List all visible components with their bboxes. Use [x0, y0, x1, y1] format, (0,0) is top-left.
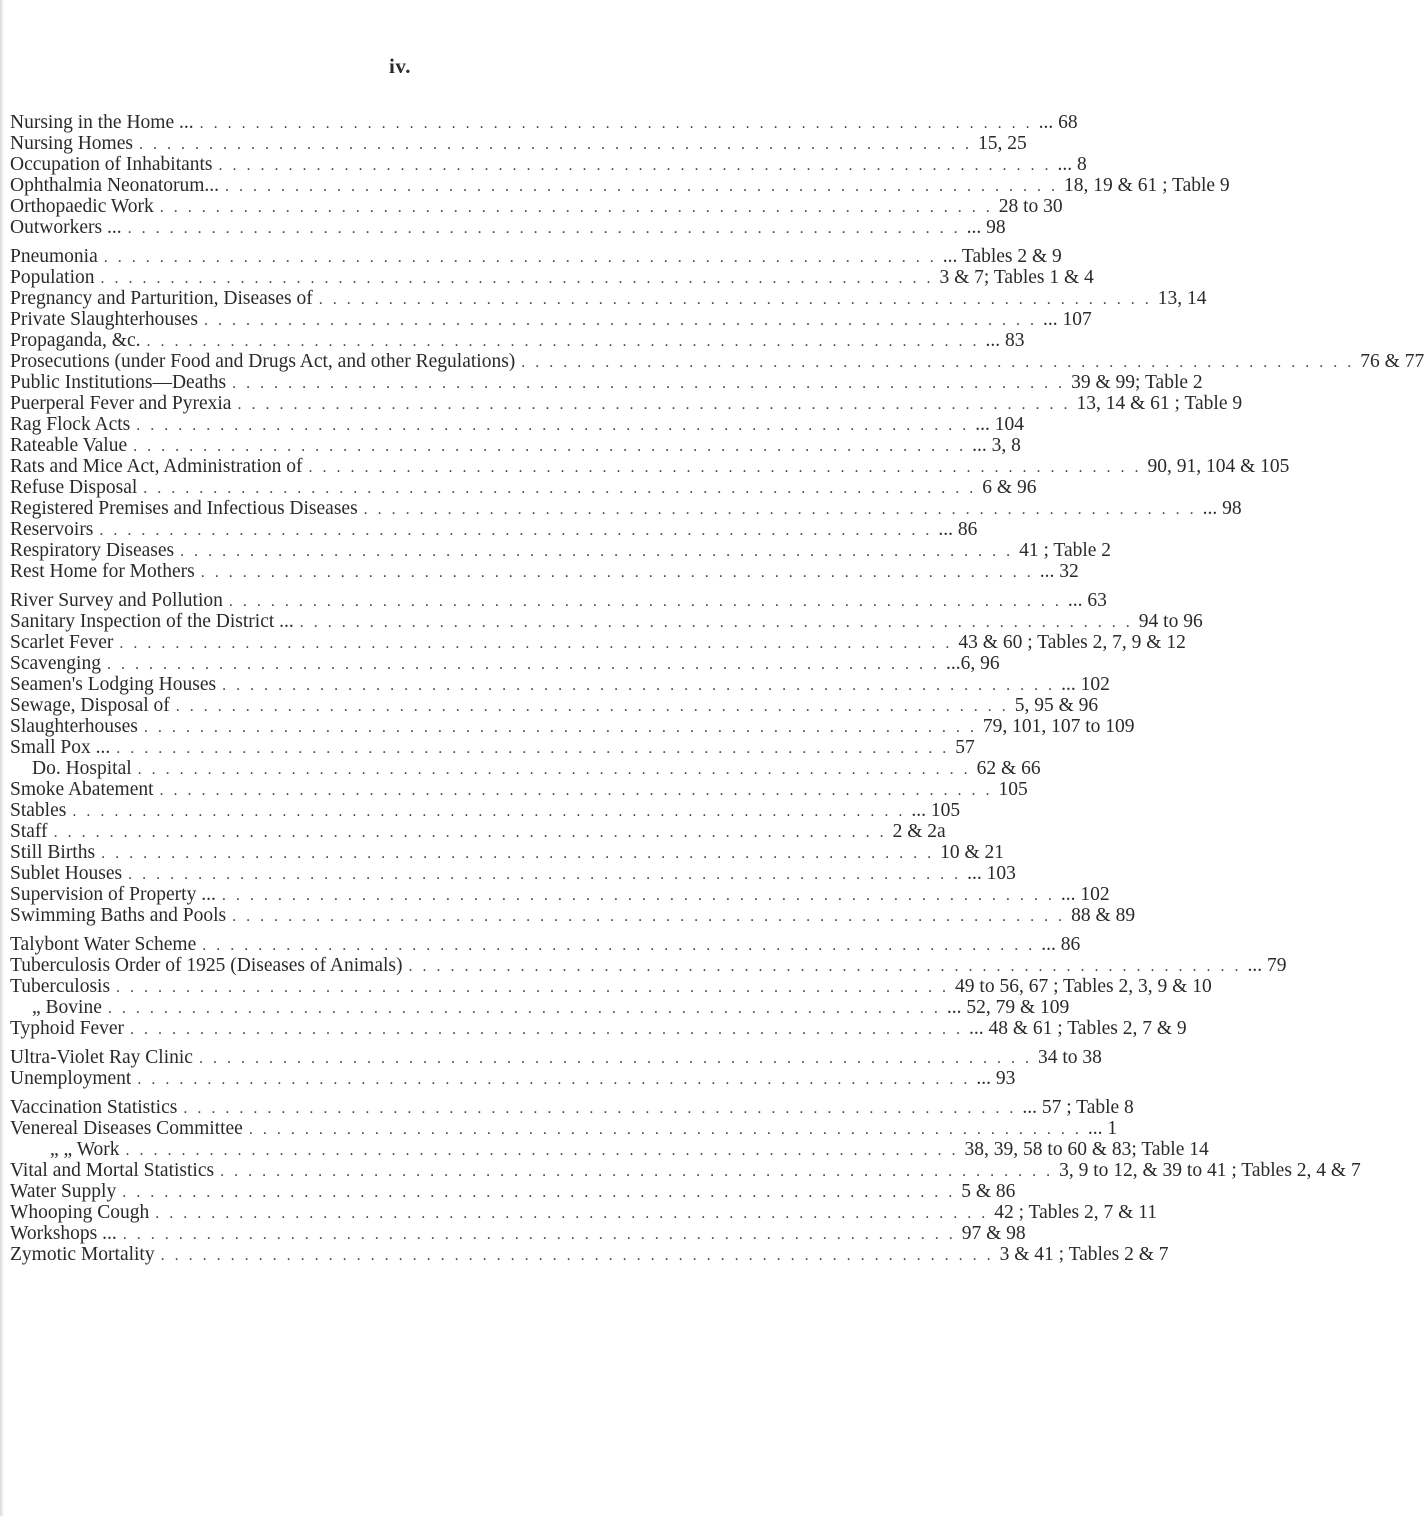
dot-leader: . . . . . . . . . . . . . . . . . . . . . . . . . . . . . . . . . . . . . . . . . . . . . . . . . . . . . . . . . . . .: [125, 1142, 959, 1159]
index-term: Smoke Abatement: [10, 779, 154, 800]
index-page-ref: ... 93: [976, 1068, 1016, 1089]
index-page-ref: 2 & 2a: [892, 821, 946, 842]
index-page-ref: 3 & 41 ; Tables 2 & 7: [999, 1244, 1169, 1265]
index-entry: [10, 196, 1063, 217]
index-page-ref: 3, 9 to 12, & 39 to 41 ; Tables 2, 4 & 7: [1059, 1160, 1361, 1181]
index-page-ref: 94 to 96: [1138, 611, 1203, 632]
index-entry: [10, 1181, 1016, 1202]
page-number: iv.: [389, 54, 411, 78]
index-entry: [10, 1139, 1209, 1160]
index-page-ref: 39 & 99; Table 2: [1071, 372, 1203, 393]
index-entry: [10, 133, 1027, 154]
index-page-ref: 38, 39, 58 to 60 & 83; Table 14: [964, 1139, 1209, 1160]
index-page-ref: ... 48 & 61 ; Tables 2, 7 & 9: [969, 1018, 1187, 1039]
index-entry: [10, 540, 1112, 561]
index-page-ref: ... 86: [1041, 934, 1081, 955]
dot-leader: . . . . . . . . . . . . . . . . . . . . . . . . . . . . . . . . . . . . . . . . . . . . . . . . . . . . . . . . . . . .: [99, 522, 933, 539]
index-term: Do. Hospital: [32, 758, 132, 779]
index-list: [10, 112, 1424, 1265]
index-entry: [10, 884, 1110, 905]
dot-leader: . . . . . . . . . . . . . . . . . . . . . . . . . . . . . . . . . . . . . . . . . . . . . . . . . . . . . . . . . . . .: [248, 1121, 1082, 1138]
index-page-ref: 105: [998, 779, 1028, 800]
index-term: Respiratory Diseases: [10, 540, 175, 561]
index-entry: [10, 674, 1110, 695]
index-page-ref: 76 & 77: [1360, 351, 1424, 372]
index-entry: [10, 330, 1025, 351]
index-entry: [10, 737, 975, 758]
index-page-ref: ... 102: [1060, 884, 1110, 905]
index-page-ref: 42 ; Tables 2, 7 & 11: [994, 1202, 1157, 1223]
index-entry: [10, 309, 1092, 330]
index-page-ref: 3 & 7; Tables 1 & 4: [939, 267, 1094, 288]
index-term: Supervision of Property ...: [10, 884, 216, 905]
index-entry: [10, 1202, 1157, 1223]
index-page-ref: 34 to 38: [1037, 1047, 1102, 1068]
index-page-ref: ... 107: [1042, 309, 1092, 330]
index-entry: [10, 632, 1186, 653]
dot-leader: . . . . . . . . . . . . . . . . . . . . . . . . . . . . . . . . . . . . . . . . . . . . . . . . . . . . . . . . . . . .: [183, 1100, 1017, 1117]
index-entry: [10, 477, 1037, 498]
dot-leader: . . . . . . . . . . . . . . . . . . . . . . . . . . . . . . . . . . . . . . . . . . . . . . . . . . . . . . . . . . . .: [228, 593, 1062, 610]
index-term: Nursing in the Home ...: [10, 112, 194, 133]
index-term: Tuberculosis Order of 1925 (Diseases of Animals): [10, 955, 403, 976]
dot-leader: . . . . . . . . . . . . . . . . . . . . . . . . . . . . . . . . . . . . . . . . . . . . . . . . . . . . . . . . . . . .: [363, 501, 1197, 518]
index-page-ref: 5, 95 & 96: [1014, 695, 1099, 716]
index-page-ref: 57: [955, 737, 975, 758]
index-entry: [10, 1047, 1102, 1068]
index-page-ref: ... 79: [1247, 955, 1287, 976]
dot-leader: . . . . . . . . . . . . . . . . . . . . . . . . . . . . . . . . . . . . . . . . . . . . . . . . . . . . . . . . . . . .: [137, 761, 971, 778]
index-term: Prosecutions (under Food and Drugs Act, and other Regulations): [10, 351, 516, 372]
index-page-ref: 10 & 21: [940, 842, 1004, 863]
index-page-ref: ... 86: [938, 519, 978, 540]
dot-leader: . . . . . . . . . . . . . . . . . . . . . . . . . . . . . . . . . . . . . . . . . . . . . . . . . . . . . . . . . . . .: [222, 677, 1056, 694]
index-entry: [10, 154, 1087, 175]
index-term: Vaccination Statistics: [10, 1097, 178, 1118]
index-page-ref: 90, 91, 104 & 105: [1147, 456, 1290, 477]
index-term: Propaganda, &c.: [10, 330, 141, 351]
dot-leader: . . . . . . . . . . . . . . . . . . . . . . . . . . . . . . . . . . . . . . . . . . . . . . . . . . . . . . . . . . . .: [160, 1247, 994, 1264]
index-page-ref: ... 104: [975, 414, 1024, 435]
index-term: Workshops ...: [10, 1223, 117, 1244]
index-entry: [10, 1223, 1026, 1244]
index-page-ref: ... 83: [985, 330, 1025, 351]
dot-leader: . . . . . . . . . . . . . . . . . . . . . . . . . . . . . . . . . . . . . . . . . . . . . . . . . . . . . . . . . . . .: [308, 459, 1142, 476]
index-entry: [10, 653, 1000, 674]
index-entry: [10, 955, 1287, 976]
dot-leader: . . . . . . . . . . . . . . . . . . . . . . . . . . . . . . . . . . . . . . . . . . . . . . . . . . . . . . . . . . . .: [72, 803, 906, 820]
dot-leader: . . . . . . . . . . . . . . . . . . . . . . . . . . . . . . . . . . . . . . . . . . . . . . . . . . . . . . . . . . . .: [138, 136, 972, 153]
dot-leader: . . . . . . . . . . . . . . . . . . . . . . . . . . . . . . . . . . . . . . . . . . . . . . . . . . . . . . . . . . . .: [100, 270, 934, 287]
index-term: Swimming Baths and Pools: [10, 905, 227, 926]
dot-leader: . . . . . . . . . . . . . . . . . . . . . . . . . . . . . . . . . . . . . . . . . . . . . . . . . . . . . . . . . . . .: [299, 614, 1133, 631]
index-term: „ Bovine: [32, 997, 102, 1018]
index-entry: [10, 695, 1099, 716]
index-page-ref: 88 & 89: [1071, 905, 1136, 926]
index-term: Tuberculosis: [10, 976, 111, 997]
index-entry: [10, 1068, 1016, 1089]
dot-leader: . . . . . . . . . . . . . . . . . . . . . . . . . . . . . . . . . . . . . . . . . . . . . . . . . . . . . . . . . . . .: [128, 866, 962, 883]
index-term: Unemployment: [10, 1068, 132, 1089]
index-page-ref: 13, 14: [1157, 288, 1207, 309]
index-entry: [10, 779, 1028, 800]
index-page-ref: 18, 19 & 61 ; Table 9: [1064, 175, 1230, 196]
index-page-ref: 97 & 98: [961, 1223, 1026, 1244]
dot-leader: . . . . . . . . . . . . . . . . . . . . . . . . . . . . . . . . . . . . . . . . . . . . . . . . . . . . . . . . . . . .: [202, 937, 1036, 954]
index-entry: [10, 288, 1207, 309]
index-page-ref: 5 & 86: [961, 1181, 1016, 1202]
dot-leader: . . . . . . . . . . . . . . . . . . . . . . . . . . . . . . . . . . . . . . . . . . . . . . . . . . . . . . . . . . . .: [143, 480, 977, 497]
dot-leader: . . . . . . . . . . . . . . . . . . . . . . . . . . . . . . . . . . . . . . . . . . . . . . . . . . . . . . . . . . . .: [137, 1071, 971, 1088]
index-term: Ophthalmia Neonatorum...: [10, 175, 220, 196]
index-entry: [10, 372, 1203, 393]
dot-leader: . . . . . . . . . . . . . . . . . . . . . . . . . . . . . . . . . . . . . . . . . . . . . . . . . . . . . . . . . . . .: [116, 979, 950, 996]
index-page-ref: ...6, 96: [945, 653, 1000, 674]
index-term: Typhoid Fever: [10, 1018, 124, 1039]
index-entry: [10, 175, 1230, 196]
dot-leader: . . . . . . . . . . . . . . . . . . . . . . . . . . . . . . . . . . . . . . . . . . . . . . . . . . . . . . . . . . . .: [155, 1205, 989, 1222]
index-term: Public Institutions—Deaths: [10, 372, 227, 393]
index-entry: [10, 716, 1135, 737]
dot-leader: . . . . . . . . . . . . . . . . . . . . . . . . . . . . . . . . . . . . . . . . . . . . . . . . . . . . . . . . . . . .: [133, 438, 967, 455]
dot-leader: . . . . . . . . . . . . . . . . . . . . . . . . . . . . . . . . . . . . . . . . . . . . . . . . . . . . . . . . . . . .: [232, 375, 1066, 392]
dot-leader: . . . . . . . . . . . . . . . . . . . . . . . . . . . . . . . . . . . . . . . . . . . . . . . . . . . . . . . . . . . .: [101, 845, 935, 862]
index-page-ref: ... 102: [1061, 674, 1110, 695]
index-entry: [10, 414, 1024, 435]
dot-leader: . . . . . . . . . . . . . . . . . . . . . . . . . . . . . . . . . . . . . . . . . . . . . . . . . . . . . . . . . . . .: [225, 178, 1059, 195]
dot-leader: . . . . . . . . . . . . . . . . . . . . . . . . . . . . . . . . . . . . . . . . . . . . . . . . . . . . . . . . . . . .: [116, 740, 950, 757]
index-term: Nursing Homes: [10, 133, 133, 154]
index-term: Sewage, Disposal of: [10, 695, 170, 716]
index-page-ref: 62 & 66: [976, 758, 1041, 779]
dot-leader: . . . . . . . . . . . . . . . . . . . . . . . . . . . . . . . . . . . . . . . . . . . . . . . . . . . . . . . . . . . .: [127, 220, 961, 237]
index-term: Talybont Water Scheme: [10, 934, 197, 955]
dot-leader: . . . . . . . . . . . . . . . . . . . . . . . . . . . . . . . . . . . . . . . . . . . . . . . . . . . . . . . . . . . .: [159, 782, 993, 799]
dot-leader: . . . . . . . . . . . . . . . . . . . . . . . . . . . . . . . . . . . . . . . . . . . . . . . . . . . . . . . . . . . .: [136, 417, 970, 434]
index-page-ref: ... 57 ; Table 8: [1022, 1097, 1134, 1118]
index-entry: [10, 112, 1078, 133]
dot-leader: . . . . . . . . . . . . . . . . . . . . . . . . . . . . . . . . . . . . . . . . . . . . . . . . . . . . . . . . . . . .: [220, 1163, 1054, 1180]
index-term: Pregnancy and Parturition, Diseases of: [10, 288, 313, 309]
index-term: Orthopaedic Work: [10, 196, 154, 217]
index-term: Rateable Value: [10, 435, 128, 456]
index-page-ref: ... 98: [966, 217, 1006, 238]
index-term: Staff: [10, 821, 48, 842]
index-term: Pneumonia: [10, 246, 98, 267]
index-term: „ „ Work: [50, 1139, 120, 1160]
index-term: Reservoirs: [10, 519, 94, 540]
index-page-ref: 6 & 96: [982, 477, 1037, 498]
index-term: Refuse Disposal: [10, 477, 138, 498]
index-entry: [10, 498, 1242, 519]
dot-leader: . . . . . . . . . . . . . . . . . . . . . . . . . . . . . . . . . . . . . . . . . . . . . . . . . . . . . . . . . . . .: [318, 291, 1152, 308]
dot-leader: . . . . . . . . . . . . . . . . . . . . . . . . . . . . . . . . . . . . . . . . . . . . . . . . . . . . . . . . . . . .: [237, 396, 1071, 413]
index-page-ref: ... 105: [911, 800, 961, 821]
dot-leader: . . . . . . . . . . . . . . . . . . . . . . . . . . . . . . . . . . . . . . . . . . . . . . . . . . . . . . . . . . . .: [199, 115, 1033, 132]
index-entry: [10, 267, 1094, 288]
dot-leader: . . . . . . . . . . . . . . . . . . . . . . . . . . . . . . . . . . . . . . . . . . . . . . . . . . . . . . . . . . . .: [122, 1184, 956, 1201]
dot-leader: . . . . . . . . . . . . . . . . . . . . . . . . . . . . . . . . . . . . . . . . . . . . . . . . . . . . . . . . . . . .: [159, 199, 993, 216]
dot-leader: . . . . . . . . . . . . . . . . . . . . . . . . . . . . . . . . . . . . . . . . . . . . . . . . . . . . . . . . . . . .: [175, 698, 1009, 715]
dot-leader: . . . . . . . . . . . . . . . . . . . . . . . . . . . . . . . . . . . . . . . . . . . . . . . . . . . . . . . . . . . .: [143, 719, 977, 736]
index-term: Sanitary Inspection of the District ...: [10, 611, 294, 632]
index-term: Ultra-Violet Ray Clinic: [10, 1047, 193, 1068]
page-edge-shadow: [0, 0, 4, 1516]
index-term: Slaughterhouses: [10, 716, 138, 737]
index-term: Private Slaughterhouses: [10, 309, 198, 330]
index-page-ref: ... 63: [1067, 590, 1107, 611]
dot-leader: . . . . . . . . . . . . . . . . . . . . . . . . . . . . . . . . . . . . . . . . . . . . . . . . . . . . . . . . . . . .: [200, 564, 1034, 581]
index-term: Rest Home for Mothers: [10, 561, 195, 582]
index-entry: [10, 561, 1079, 582]
index-page-ref: ... 98: [1202, 498, 1242, 519]
dot-leader: . . . . . . . . . . . . . . . . . . . . . . . . . . . . . . . . . . . . . . . . . . . . . . . . . . . . . . . . . . . .: [130, 1021, 963, 1038]
index-entry: [10, 976, 1212, 997]
index-entry: [10, 905, 1136, 926]
index-entry: [10, 821, 946, 842]
index-entry: [10, 590, 1107, 611]
index-term: Zymotic Mortality: [10, 1244, 155, 1265]
dot-leader: . . . . . . . . . . . . . . . . . . . . . . . . . . . . . . . . . . . . . . . . . . . . . . . . . . . . . . . . . . . .: [107, 1000, 941, 1017]
index-entry: [10, 1244, 1169, 1265]
index-page-ref: ... Tables 2 & 9: [942, 246, 1062, 267]
index-page-ref: ... 1: [1087, 1118, 1118, 1139]
index-page-ref: 41 ; Table 2: [1019, 540, 1112, 561]
index-entry: [10, 393, 1243, 414]
dot-leader: . . . . . . . . . . . . . . . . . . . . . . . . . . . . . . . . . . . . . . . . . . . . . . . . . . . . . . . . . . . .: [221, 887, 1055, 904]
index-term: Scavenging: [10, 653, 101, 674]
index-entry: [10, 351, 1424, 372]
dot-leader: . . . . . . . . . . . . . . . . . . . . . . . . . . . . . . . . . . . . . . . . . . . . . . . . . . . . . . . . . . . .: [53, 824, 887, 841]
dot-leader: . . . . . . . . . . . . . . . . . . . . . . . . . . . . . . . . . . . . . . . . . . . . . . . . . . . . . . . . . . . .: [218, 157, 1052, 174]
index-page-ref: ... 3, 8: [972, 435, 1021, 456]
index-term: Stables: [10, 800, 67, 821]
index-page-ref: 43 & 60 ; Tables 2, 7, 9 & 12: [958, 632, 1186, 653]
dot-leader: . . . . . . . . . . . . . . . . . . . . . . . . . . . . . . . . . . . . . . . . . . . . . . . . . . . . . . . . . . . .: [521, 354, 1355, 371]
dot-leader: . . . . . . . . . . . . . . . . . . . . . . . . . . . . . . . . . . . . . . . . . . . . . . . . . . . . . . . . . . . .: [232, 908, 1066, 925]
dot-leader: . . . . . . . . . . . . . . . . . . . . . . . . . . . . . . . . . . . . . . . . . . . . . . . . . . . . . . . . . . . .: [198, 1050, 1032, 1067]
index-term: Venereal Diseases Committee: [10, 1118, 243, 1139]
dot-leader: . . . . . . . . . . . . . . . . . . . . . . . . . . . . . . . . . . . . . . . . . . . . . . . . . . . . . . . . . . . .: [408, 958, 1242, 975]
index-page-ref: ... 103: [967, 863, 1016, 884]
index-term: Seamen's Lodging Houses: [10, 674, 217, 695]
index-entry: [10, 519, 978, 540]
index-entry: [10, 435, 1021, 456]
dot-leader: . . . . . . . . . . . . . . . . . . . . . . . . . . . . . . . . . . . . . . . . . . . . . . . . . . . . . . . . . . . .: [106, 656, 940, 673]
dot-leader: . . . . . . . . . . . . . . . . . . . . . . . . . . . . . . . . . . . . . . . . . . . . . . . . . . . . . . . . . . . .: [180, 543, 1014, 560]
index-term: Whooping Cough: [10, 1202, 150, 1223]
index-entry: [10, 934, 1081, 955]
index-term: Scarlet Fever: [10, 632, 114, 653]
index-term: Still Births: [10, 842, 96, 863]
index-term: Occupation of Inhabitants: [10, 154, 213, 175]
index-term: Puerperal Fever and Pyrexia: [10, 393, 232, 414]
index-entry: [10, 758, 1041, 779]
dot-leader: . . . . . . . . . . . . . . . . . . . . . . . . . . . . . . . . . . . . . . . . . . . . . . . . . . . . . . . . . . . .: [146, 333, 980, 350]
index-page-ref: 79, 101, 107 to 109: [982, 716, 1135, 737]
index-entry: [10, 217, 1006, 238]
index-term: Rats and Mice Act, Administration of: [10, 456, 303, 477]
index-entry: [10, 456, 1290, 477]
index-term: Registered Premises and Infectious Diseases: [10, 498, 358, 519]
index-term: Water Supply: [10, 1181, 117, 1202]
index-page-ref: 15, 25: [977, 133, 1027, 154]
index-entry: [10, 1160, 1361, 1181]
index-entry: [10, 611, 1203, 632]
index-term: Rag Flock Acts: [10, 414, 131, 435]
index-term: Population: [10, 267, 95, 288]
index-entry: [10, 1118, 1118, 1139]
index-term: Outworkers ...: [10, 217, 122, 238]
index-entry: [10, 997, 1070, 1018]
index-entry: [10, 246, 1062, 267]
index-page-ref: ... 8: [1057, 154, 1087, 175]
dot-leader: . . . . . . . . . . . . . . . . . . . . . . . . . . . . . . . . . . . . . . . . . . . . . . . . . . . . . . . . . . . .: [203, 312, 1037, 329]
index-entry: [10, 1018, 1187, 1039]
index-page-ref: ... 68: [1038, 112, 1078, 133]
index-page-ref: ... 32: [1039, 561, 1079, 582]
dot-leader: . . . . . . . . . . . . . . . . . . . . . . . . . . . . . . . . . . . . . . . . . . . . . . . . . . . . . . . . . . . .: [122, 1226, 956, 1243]
dot-leader: . . . . . . . . . . . . . . . . . . . . . . . . . . . . . . . . . . . . . . . . . . . . . . . . . . . . . . . . . . . .: [119, 635, 953, 652]
dot-leader: . . . . . . . . . . . . . . . . . . . . . . . . . . . . . . . . . . . . . . . . . . . . . . . . . . . . . . . . . . . .: [103, 249, 937, 266]
index-term: River Survey and Pollution: [10, 590, 223, 611]
index-page-ref: 28 to 30: [998, 196, 1063, 217]
index-page-ref: 49 to 56, 67 ; Tables 2, 3, 9 & 10: [955, 976, 1212, 997]
index-term: Sublet Houses: [10, 863, 123, 884]
index-term: Vital and Mortal Statistics: [10, 1160, 215, 1181]
index-entry: [10, 863, 1016, 884]
index-entry: [10, 842, 1004, 863]
index-page-ref: 13, 14 & 61 ; Table 9: [1076, 393, 1243, 414]
index-entry: [10, 1097, 1134, 1118]
index-page-ref: ... 52, 79 & 109: [946, 997, 1070, 1018]
index-term: Small Pox ...: [10, 737, 111, 758]
index-entry: [10, 800, 961, 821]
